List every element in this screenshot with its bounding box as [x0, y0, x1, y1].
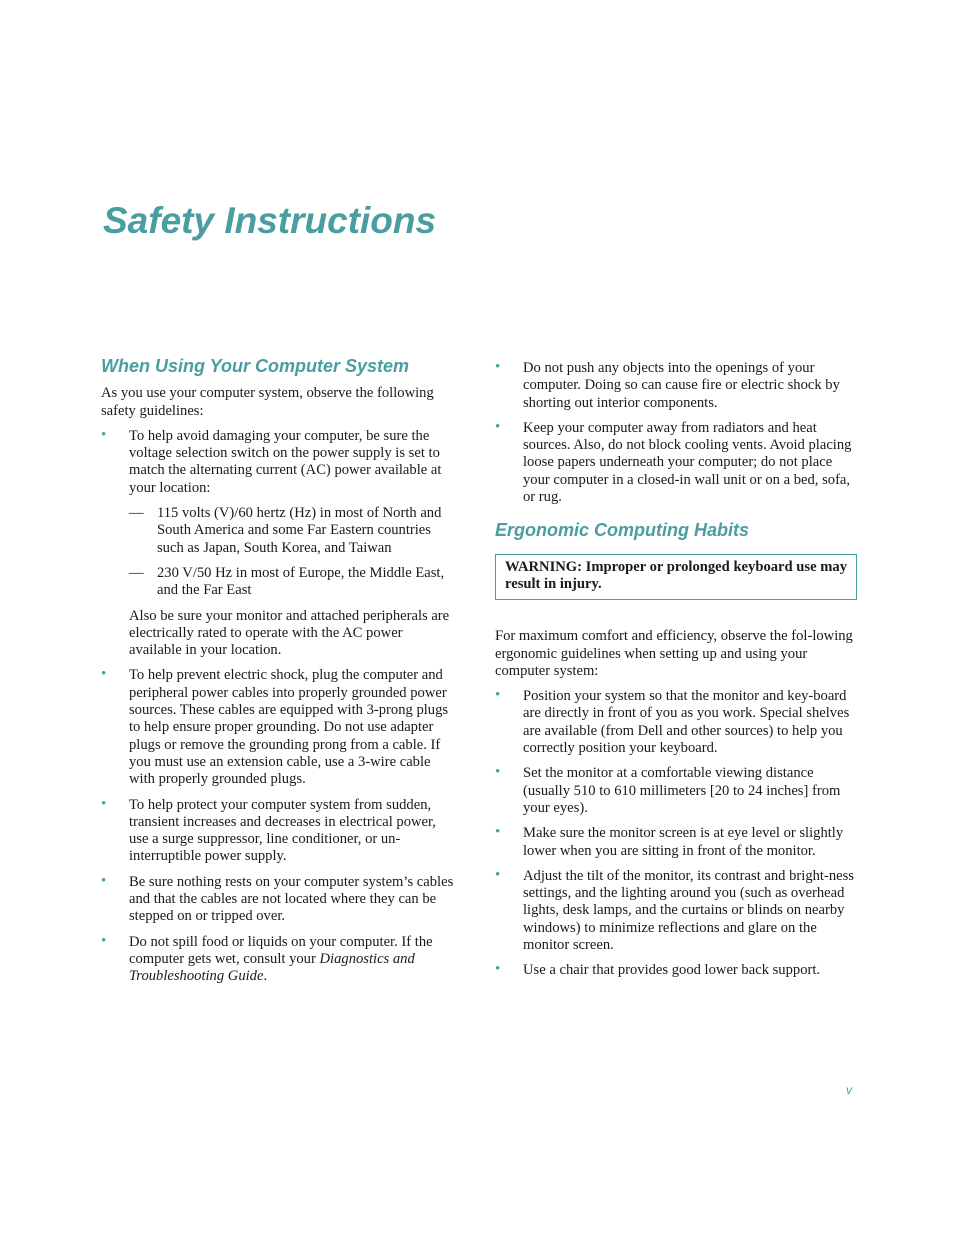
- guide-title: Diagnostics and Troubleshooting Guide: [129, 950, 415, 985]
- list-item: [101, 797, 458, 866]
- voltage-list: [129, 505, 458, 599]
- list-item-end: .: [263, 968, 268, 985]
- bullet-icon: •: [101, 872, 107, 889]
- bullet-icon: •: [101, 666, 107, 683]
- bullet-icon: •: [495, 418, 501, 435]
- safety-list: [101, 428, 458, 986]
- list-item-text: To help prevent electric shock, plug the computer and peripheral power cables into properly grounded power sources. These cables are equipped with 3-prong plugs to help ensure proper grounding. Do not use adapter plugs or remove the grounding prong from a cable. If you must use an extension cable, use a 3-wire cable with properly grounded plugs.: [129, 667, 449, 788]
- list-item-text: Be sure nothing rests on your computer system’s cables and that the cables are not located where they can be stepped on or tripped over.: [129, 873, 454, 925]
- list-item: [495, 868, 857, 954]
- left-column: [101, 358, 458, 994]
- bullet-icon: •: [495, 359, 501, 375]
- page-title: Safety Instructions: [103, 200, 437, 241]
- warning-box: WARNING: Improper or prolonged keyboard use may result in injury.: [495, 554, 857, 601]
- page-number: v: [846, 1083, 852, 1097]
- list-item: [101, 874, 458, 926]
- list-item: [101, 934, 458, 986]
- bullet-icon: •: [101, 795, 107, 812]
- list-item-text: Keep your computer away from radiators and heat sources. Also, do not block cooling vents. Avoid placing loose papers underneath your computer; do not place your computer in a closed-in wall unit or on a bed, sofa, or rug.: [523, 419, 852, 506]
- list-item: [495, 360, 857, 412]
- section-heading-computer-system: When Using Your Computer System: [101, 356, 410, 376]
- bullet-icon: •: [495, 764, 501, 781]
- list-item-text: Make sure the monitor screen is at eye level or slightly lower when you are sitting in front of the monitor.: [523, 825, 844, 859]
- bullet-icon: •: [101, 426, 107, 443]
- ergonomic-list: [495, 688, 857, 979]
- right-column: [495, 360, 857, 988]
- list-item-text: To help avoid damaging your computer, be sure the voltage selection switch on the power supply is set to match the alternating current (AC) power available at your location:: [129, 427, 442, 496]
- section-intro: As you use your computer system, observe the following safety guidelines:: [101, 385, 434, 419]
- safety-list-continued: [495, 360, 857, 506]
- list-item: [495, 765, 857, 817]
- voltage-item: [129, 565, 458, 600]
- voltage-item: [129, 505, 458, 557]
- bullet-icon: •: [101, 932, 107, 949]
- voltage-item-text: 230 V/50 Hz in most of Europe, the Middle East, and the Far East: [157, 564, 445, 599]
- list-item-text: Use a chair that provides good lower back support.: [523, 962, 821, 979]
- list-item: [495, 825, 857, 860]
- list-item-text: Adjust the tilt of the monitor, its contrast and bright-ness settings, and the lighting around you (such as overhead lights, desk lamps, and the curtains or blinds on nearby windows) to minimize reflections and glare on the monitor screen.: [523, 867, 854, 954]
- list-item-text: Do not spill food or liquids on your computer. If the computer gets wet, consult your: [129, 933, 433, 967]
- list-item-text: To help protect your computer system from sudden, transient increases and decreases in electrical power, use a surge suppressor, line conditioner, or un-interruptible power supply.: [129, 796, 436, 865]
- bullet-icon: •: [495, 961, 501, 978]
- section-intro: For maximum comfort and efficiency, observe the fol-lowing ergonomic guidelines when setting up and using your computer system:: [495, 628, 853, 679]
- dash-icon: —: [129, 505, 144, 522]
- voltage-item-text: 115 volts (V)/60 hertz (Hz) in most of North and South America and some Far Eastern countries such as Japan, South Korea, and Taiwan: [157, 505, 442, 556]
- list-item: [101, 667, 458, 788]
- list-item: [495, 420, 857, 506]
- list-item-text: Set the monitor at a comfortable viewing distance (usually 510 to 610 millimeters [20 to 24 inches] from your eyes).: [523, 765, 841, 816]
- bullet-icon: •: [495, 866, 501, 883]
- list-item: [495, 962, 857, 979]
- list-item-text: Position your system so that the monitor and key-board are directly in front of you as you work. Special shelves are available (from Dell and other sources) to help you correctly position your keyboard.: [523, 688, 850, 757]
- list-item: [101, 428, 458, 660]
- bullet-icon: •: [495, 687, 501, 704]
- list-item-text: Do not push any objects into the openings of your computer. Doing so can cause fire or electric shock by shorting out interior components.: [523, 360, 840, 411]
- bullet-icon: •: [495, 824, 501, 841]
- section-heading-ergonomic: Ergonomic Computing Habits: [495, 520, 749, 541]
- list-item: [495, 688, 857, 757]
- dash-icon: —: [129, 564, 144, 581]
- also-note: Also be sure your monitor and attached peripherals are electrically rated to operate with the AC power available in your location.: [129, 607, 450, 659]
